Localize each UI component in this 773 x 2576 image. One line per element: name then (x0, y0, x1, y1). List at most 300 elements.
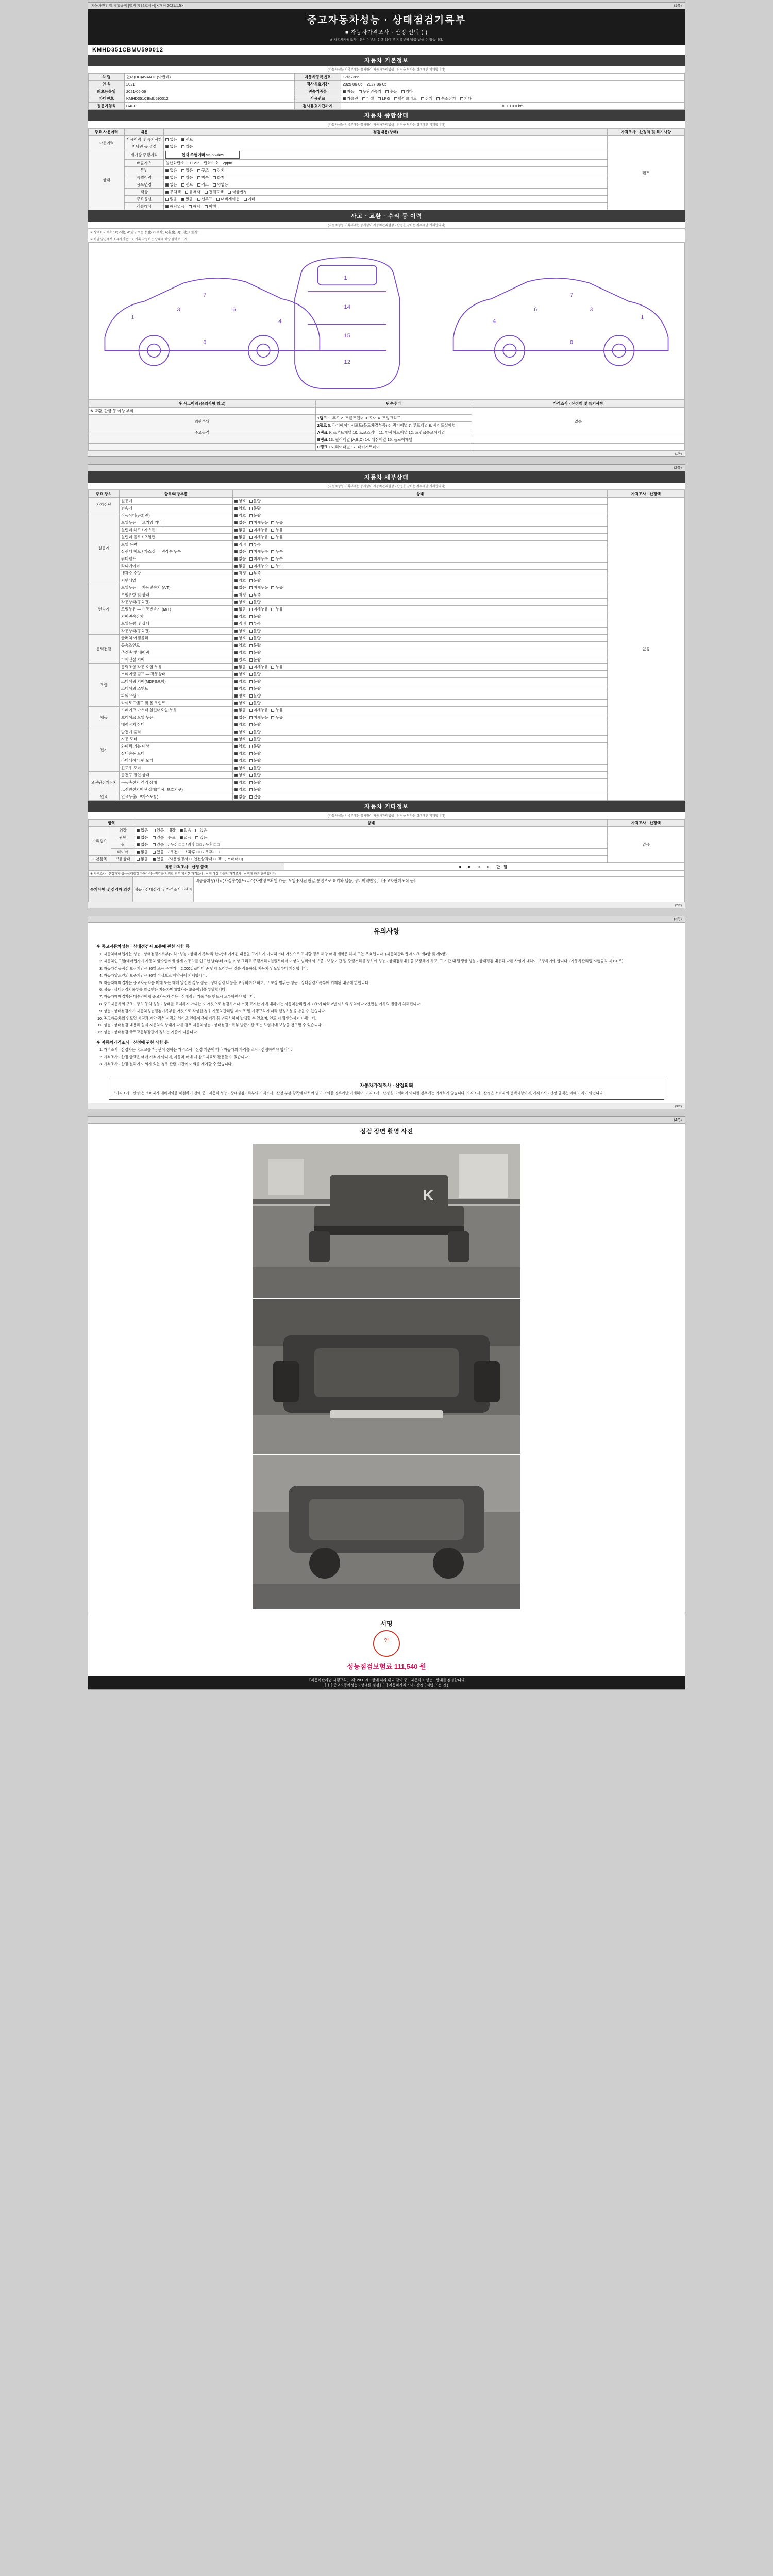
option-etc[interactable]: 기타 (244, 196, 256, 202)
fuel-electric[interactable]: 전기 (421, 96, 433, 101)
notice-item: 3. 가격조사 · 산정 결과에 이의가 있는 경우 관련 기관에 이의를 제기할 수 있습니다. (104, 1062, 677, 1067)
detail-option[interactable]: 미세누유 (249, 527, 268, 533)
label-vin: 차대번호 (89, 95, 125, 103)
detail-option[interactable]: 적정 (234, 570, 246, 576)
detail-option[interactable]: 없음 (234, 520, 246, 526)
detail-option[interactable]: 불량 (249, 657, 261, 663)
detail-option[interactable]: 양호 (234, 498, 246, 504)
detail-option[interactable]: 양호 (234, 722, 246, 727)
photo-section-title: 점검 장면 촬영 사진 (360, 1128, 413, 1136)
detail-item-label: 실린더 헤드 / 가스켓 — 냉각수 누수 (120, 548, 233, 555)
tuning-structure[interactable]: 구조 (197, 167, 209, 173)
detail-option[interactable]: 양호 (234, 693, 246, 699)
detail-option[interactable]: 불량 (249, 642, 261, 648)
table-row (89, 656, 685, 664)
detail-option[interactable]: 누수 (271, 556, 283, 562)
lien-none[interactable]: 없음 (165, 144, 177, 149)
roof-yes[interactable]: 있음 (195, 835, 207, 840)
option-sunroof[interactable]: 선루프 (197, 196, 213, 202)
detail-option[interactable]: 누유 (271, 585, 283, 590)
detail-option[interactable]: 누유 (271, 534, 283, 540)
label-valid-until: 검사유효기간까지 (295, 103, 341, 110)
detail-option[interactable]: 불량 (249, 700, 261, 706)
etc-col-1: 상태 (135, 820, 608, 827)
overall-group-usage: 사용이력 (89, 136, 125, 150)
detail-item-options (233, 541, 608, 548)
detail-item-options (233, 599, 608, 606)
detail-group-3: 동력전달 (89, 635, 120, 664)
detail-option[interactable]: 없음 (234, 606, 246, 612)
detail-option[interactable]: 양호 (234, 628, 246, 634)
detail-option[interactable]: 적정 (234, 541, 246, 547)
detail-group-2: 변속기 (89, 584, 120, 635)
recall-done[interactable]: 이행 (205, 204, 216, 209)
insurance-fee (88, 1660, 685, 1676)
sheet2-page-tag: (2쪽) (88, 902, 685, 908)
color-changed[interactable]: 색상변경 (228, 189, 247, 195)
detail-item-options (233, 498, 608, 505)
value-transmission (341, 88, 685, 95)
table-row (89, 750, 685, 757)
transmission-manual[interactable]: 수동 (385, 89, 397, 94)
detail-option[interactable]: 없음 (234, 534, 246, 540)
option-navigation[interactable]: 내비게이션 (216, 196, 239, 202)
detail-option[interactable]: 양호 (234, 700, 246, 706)
table-row (89, 779, 685, 786)
detail-option[interactable]: 양호 (234, 686, 246, 691)
detail-option[interactable]: 미세누수 (249, 563, 268, 569)
price-calc-table (88, 863, 685, 877)
disclaimer-title: 자동차가격조사 · 산정의뢰 (360, 1083, 413, 1089)
detail-item-label: 기어변속장치 (120, 613, 233, 620)
detail-option[interactable]: 양호 (234, 505, 246, 511)
value-inspection-period: 2025-06-06 ~ 2027-06-05 (341, 81, 685, 88)
accident-history-value: ※ 교환, 판금 등 이상 부위 (89, 408, 316, 415)
svg-text:7: 7 (203, 292, 207, 299)
table-row (89, 765, 685, 772)
detail-item-options (233, 534, 608, 541)
value-valid-until: 0 0 0 0 0 km (341, 103, 685, 110)
hc-value: 2ppm (223, 161, 232, 165)
detail-item-label: 오일누유 — 수동변속기 (M/T) (120, 606, 233, 613)
basic-none[interactable]: 없음 (137, 856, 148, 862)
tuning-none[interactable]: 없음 (165, 167, 177, 173)
polish-yes[interactable]: 있음 (153, 835, 164, 840)
detail-item-options (233, 642, 608, 649)
value-year: 2021 (125, 81, 295, 88)
svg-text:4: 4 (492, 318, 496, 325)
table-row (89, 786, 685, 793)
etc-row-1-sub: 광택 (111, 834, 135, 841)
detail-group-8: 연료 (89, 793, 120, 801)
int-yes[interactable]: 있음 (195, 827, 207, 833)
car-diagram (88, 242, 685, 400)
detail-group-7: 고전원전기장치 (89, 772, 120, 793)
detail-option[interactable]: 양호 (234, 729, 246, 735)
value-car-name: 현대(HD)AVANTE(아반떼) (125, 74, 295, 81)
detail-option[interactable]: 불량 (249, 513, 261, 518)
detail-option[interactable]: 불량 (249, 743, 261, 749)
table-row (89, 606, 685, 613)
detail-option[interactable]: 양호 (234, 679, 246, 684)
tire-yes[interactable]: 있음 (153, 849, 164, 855)
overall-group-state: 상태 (89, 150, 125, 210)
detail-option[interactable]: 불량 (249, 650, 261, 655)
detail-option[interactable]: 양호 (234, 787, 246, 792)
detail-item-options (233, 519, 608, 527)
usechange-business[interactable]: 영업용 (213, 182, 228, 188)
detail-option[interactable]: 미세누유 (249, 664, 268, 670)
detail-item-label: 타이로드엔드 및 볼 조인트 (120, 700, 233, 707)
table-row (89, 757, 685, 765)
detail-item-label: 작동상태(공회전) (120, 628, 233, 635)
option-none[interactable]: 없음 (165, 196, 177, 202)
fuel-gasoline[interactable]: 가솔린 (343, 96, 358, 101)
tire-positions: / 우전 □ □ / 좌후 □ □ / 우후 □ □ (168, 850, 220, 855)
detail-option[interactable]: 부족 (249, 592, 261, 598)
section-overall-title: 자동차 종합상태 (88, 110, 685, 121)
sheet2-ref (91, 465, 92, 470)
table-row (89, 700, 685, 707)
option-yes[interactable]: 있음 (181, 196, 193, 202)
detail-col-0: 주요 장치 (89, 490, 120, 498)
remarks-sub: 성능 · 상태점검 및 가격조사 · 산정 (132, 877, 194, 902)
value-first-reg: 2021-06-06 (125, 88, 295, 95)
detail-option[interactable]: 누수 (271, 549, 283, 554)
document-header (88, 9, 685, 45)
detail-option[interactable]: 없음 (234, 707, 246, 713)
ext-yes[interactable]: 있음 (153, 827, 164, 833)
frame-rank-label-3 (89, 444, 316, 451)
basic-items: (사용설명서 □, 안전삼각대 □, 잭 □, 스패너 □) (168, 857, 243, 862)
detail-item-options (233, 765, 608, 772)
page-number-4: (4쪽) (674, 1118, 682, 1123)
detail-option[interactable]: 양호 (234, 671, 246, 677)
etc-right-value: 없음 (608, 827, 685, 863)
usechange-lease[interactable]: 리스 (197, 182, 209, 188)
int-none[interactable]: 없음 (180, 827, 192, 833)
detail-item-label: 시동 모터 (120, 736, 233, 743)
detail-group-5: 제동 (89, 707, 120, 728)
detail-option[interactable]: 양호 (234, 772, 246, 778)
detail-item-label: 와이퍼 기능 이상 (120, 743, 233, 750)
tuning-device[interactable]: 장치 (213, 167, 225, 173)
etc-row-1-value (135, 834, 608, 841)
detail-item-options (233, 577, 608, 584)
detail-option[interactable]: 누유 (271, 664, 283, 670)
detail-option[interactable]: 누유 (271, 606, 283, 612)
detail-option[interactable]: 양호 (234, 736, 246, 742)
overall-row-3-value (164, 160, 608, 167)
table-row (89, 505, 685, 512)
overall-row-1-label: 저당권 등 설정 (125, 143, 164, 150)
roof-none[interactable]: 없음 (180, 835, 192, 840)
detail-option[interactable]: 양호 (234, 751, 246, 756)
etc-row-2-sub: 휠 (111, 841, 135, 849)
recall-na[interactable]: 해당없음 (165, 204, 184, 209)
recall-applicable[interactable]: 해당 (189, 204, 200, 209)
detail-option[interactable]: 불량 (249, 729, 261, 735)
basic-info-table (88, 73, 685, 110)
table-row (89, 498, 685, 505)
table-row (89, 721, 685, 728)
color-full-paint[interactable]: 전체도색 (205, 189, 224, 195)
transmission-cvt[interactable]: 무단변속기 (359, 89, 381, 94)
wheel-none[interactable]: 없음 (137, 842, 148, 848)
section-accident-title: 사고 · 교환 · 수리 등 이력 (88, 210, 685, 222)
detail-option[interactable]: 누유 (271, 715, 283, 720)
sheet3-topbar (88, 916, 685, 923)
table-row (89, 743, 685, 750)
detail-option[interactable]: 불량 (249, 614, 261, 619)
detail-item-options (233, 548, 608, 555)
detail-option[interactable]: 불량 (249, 628, 261, 634)
detail-item-label: 스티어링 기어(MDPS포함) (120, 678, 233, 685)
detail-option[interactable]: 적정 (234, 592, 246, 598)
table-row (89, 541, 685, 548)
detail-option[interactable]: 불량 (249, 772, 261, 778)
detail-item-options (233, 613, 608, 620)
detail-option[interactable]: 양호 (234, 578, 246, 583)
notice-item: 9. 성능 · 상태점검자가 자동차성능점검기록부를 거짓으로 작성한 경우 자동차관리법 제58조 및 시행규칙에 따라 행정처분을 받을 수 있습니다. (104, 1009, 677, 1014)
frame-rank2: B랭크 13. 필러패널 (A,B,C) 14. 대쉬패널 15. 플로어패널 (315, 436, 472, 444)
etc-col-0: 항목 (89, 820, 135, 827)
detail-option[interactable]: 불량 (249, 498, 261, 504)
detail-option[interactable]: 불량 (249, 693, 261, 699)
etc-row-0-r: 내장 (168, 828, 176, 833)
detail-item-label: 브레이크 오일 누유 (120, 714, 233, 721)
detail-item-options (233, 563, 608, 570)
etc-group-repair: 수리필요 (89, 827, 111, 856)
detail-option[interactable]: 없음 (234, 664, 246, 670)
detail-option[interactable]: 미세누유 (249, 585, 268, 590)
vin-line (88, 45, 685, 55)
detail-option[interactable]: 없음 (234, 563, 246, 569)
wheel-yes[interactable]: 있음 (153, 842, 164, 848)
special-fire[interactable]: 화재 (213, 175, 225, 180)
detail-option[interactable]: 양호 (234, 513, 246, 518)
photo-lift-front (253, 1144, 520, 1298)
usage-rent[interactable]: 렌트 (181, 137, 193, 142)
lien-yes[interactable]: 있음 (181, 144, 193, 149)
usechange-none[interactable]: 없음 (165, 182, 177, 188)
detail-item-options (233, 721, 608, 728)
detail-option[interactable]: 미세누유 (249, 707, 268, 713)
special-flood[interactable]: 침수 (197, 175, 209, 180)
detail-option[interactable]: 불량 (249, 671, 261, 677)
notice-item: 12. 성능 · 상태점검 국토교통부장관이 정하는 기준에 따릅니다. (104, 1030, 677, 1036)
svg-text:8: 8 (569, 339, 574, 346)
detail-option[interactable]: 불량 (249, 758, 261, 764)
fuel-hydrogen[interactable]: 수소전기 (436, 96, 456, 101)
usage-none[interactable]: 없음 (165, 137, 177, 142)
detail-option[interactable]: 양호 (234, 758, 246, 764)
detail-option[interactable]: 누유 (271, 527, 283, 533)
photo-engine-bay (253, 1455, 520, 1609)
page-number-2: (2쪽) (674, 466, 682, 470)
detail-option[interactable]: 미세누수 (249, 549, 268, 554)
table-row (89, 685, 685, 692)
detail-option[interactable]: 불량 (249, 765, 261, 771)
detail-item-label: 브레이크 마스터 실린더오일 누유 (120, 707, 233, 714)
section-basic-title: 자동차 기본정보 (88, 55, 685, 66)
detail-option[interactable]: 미세누유 (249, 715, 268, 720)
overall-row-6-label: 용도변경 (125, 181, 164, 189)
detail-col-2: 상태 (233, 490, 608, 498)
detail-body (89, 498, 685, 801)
detail-option[interactable]: 불량 (249, 686, 261, 691)
sheet1-page-tag: (1쪽) (88, 451, 685, 456)
detail-option[interactable]: 누유 (271, 707, 283, 713)
notice-title: 유의사항 (373, 927, 400, 936)
tire-none[interactable]: 없음 (137, 849, 148, 855)
detail-option[interactable]: 불량 (249, 779, 261, 785)
detail-option[interactable]: 불량 (249, 679, 261, 684)
co-value: 0.12% (188, 161, 199, 165)
ext-none[interactable]: 없음 (137, 827, 148, 833)
accident-history-label: ※ 사고이력 (유의사항 참고) (89, 400, 316, 408)
table-row (89, 563, 685, 570)
svg-text:6: 6 (533, 307, 537, 313)
overall-col-1: 내용 (125, 129, 164, 136)
detail-option[interactable]: 미세누유 (249, 520, 268, 526)
detail-option[interactable]: 양호 (234, 599, 246, 605)
detail-option[interactable]: 없음 (234, 527, 246, 533)
detail-option[interactable]: 누유 (271, 520, 283, 526)
tuning-yes[interactable]: 있음 (181, 167, 193, 173)
detail-option[interactable]: 양호 (234, 635, 246, 641)
detail-option[interactable]: 없음 (234, 556, 246, 562)
detail-item-label: 변속기 (120, 505, 233, 512)
detail-item-label: 동력조향 작동 오일 누유 (120, 664, 233, 671)
fuel-hybrid[interactable]: 하이브리드 (394, 96, 417, 101)
svg-text:6: 6 (232, 307, 236, 313)
svg-text:7: 7 (569, 292, 574, 299)
detail-item-options (233, 628, 608, 635)
detail-item-label: 고전원전기배선 상태(피복, 보호기구) (120, 786, 233, 793)
detail-option[interactable]: 불량 (249, 736, 261, 742)
detail-option[interactable]: 불량 (249, 722, 261, 727)
label-plate: 자동차등록번호 (295, 74, 341, 81)
detail-option[interactable]: 미세누유 (249, 534, 268, 540)
price-calc-unit: 0 0 0 0 만원 (284, 863, 685, 871)
detail-item-label: 파워크랭크 (120, 692, 233, 700)
detail-option[interactable]: 양호 (234, 765, 246, 771)
detail-option[interactable]: 없음 (234, 585, 246, 590)
accident-right-blank-2 (472, 444, 684, 451)
usechange-rent[interactable]: 렌트 (181, 182, 193, 188)
fuel-lpg[interactable]: LPG (378, 96, 390, 101)
svg-text:K: K (423, 1187, 434, 1205)
detail-item-options (233, 743, 608, 750)
detail-option[interactable]: 미세누수 (249, 556, 268, 562)
detail-option[interactable]: 양호 (234, 642, 246, 648)
detail-option[interactable]: 부족 (249, 621, 261, 626)
detail-option[interactable]: 미세누유 (249, 606, 268, 612)
detail-option[interactable]: 불량 (249, 578, 261, 583)
detail-item-options (233, 678, 608, 685)
color-chromatic[interactable]: 유채색 (185, 189, 200, 195)
detail-option[interactable]: 불량 (249, 787, 261, 792)
detail-option[interactable]: 양호 (234, 743, 246, 749)
price-calc-sub: ※ 가격조사 · 산정자가 성능상태점검 자동차성능점검을 의뢰할 경우 제시한 가격조사 · 산정 대상 차량의 가격조사 · 산정에 따른 금액입니다. (89, 871, 685, 877)
detail-item-options (233, 555, 608, 563)
page-title: 중고자동차성능 · 상태점검기록부 (307, 15, 466, 26)
disclaimer-box (109, 1079, 664, 1100)
transmission-other[interactable]: 기타 (401, 89, 413, 94)
photo-gallery (88, 1139, 685, 1615)
photo-underbody-svg (253, 1299, 520, 1454)
detail-item-options (233, 620, 608, 628)
overall-row-0-label: 사용이력 및 특기사항 (125, 136, 164, 143)
sheet1-topbar (88, 3, 685, 9)
detail-option[interactable]: 불량 (249, 635, 261, 641)
svg-text:1: 1 (131, 314, 135, 321)
table-row (89, 512, 685, 519)
detail-option[interactable]: 양호 (234, 650, 246, 655)
document-footer (88, 1676, 685, 1689)
fuel-other[interactable]: 기타 (460, 96, 472, 101)
overall-right-note: 렌트 (608, 136, 685, 210)
page-header-note: ※ 자동차가격조사 · 산정 여부의 선택 없이 본 기록부를 발급 받을 수 있습니다. (330, 38, 443, 42)
table-row (89, 527, 685, 534)
detail-option[interactable]: 불량 (249, 599, 261, 605)
detail-option[interactable]: 양호 (234, 779, 246, 785)
detail-option[interactable]: 적정 (234, 621, 246, 626)
detail-item-options (233, 606, 608, 613)
color-achromatic[interactable]: 무채색 (165, 189, 181, 195)
overall-col-2: 점검내용(상태) (164, 129, 608, 136)
detail-item-options (233, 570, 608, 577)
detail-option[interactable]: 불량 (249, 505, 261, 511)
table-row (89, 613, 685, 620)
detail-option[interactable]: 부족 (249, 570, 261, 576)
detail-option[interactable]: 양호 (234, 614, 246, 619)
detail-option[interactable]: 불량 (249, 751, 261, 756)
detail-item-label: 오일누유 — 자동변속기 (A/T) (120, 584, 233, 591)
detail-option[interactable]: 부족 (249, 541, 261, 547)
svg-text:8: 8 (203, 339, 207, 346)
detail-option[interactable]: 없음 (234, 794, 246, 800)
accident-right-value: 없음 (472, 408, 684, 436)
detail-option[interactable]: 누수 (271, 563, 283, 569)
detail-item-label: 충전구 절연 상태 (120, 772, 233, 779)
basic-yes[interactable]: 있음 (153, 856, 164, 862)
fuel-diesel[interactable]: 디젤 (362, 96, 374, 101)
overall-row-4-label: 튜닝 (125, 167, 164, 174)
special-yes[interactable]: 있음 (181, 175, 193, 180)
table-row (89, 728, 685, 736)
detail-option[interactable]: 없음 (234, 715, 246, 720)
detail-option[interactable]: 양호 (234, 657, 246, 663)
detail-option[interactable]: 없음 (234, 549, 246, 554)
signature-title: 서명 (88, 1615, 685, 1630)
overall-row-8-value (164, 196, 608, 203)
sheet2-topbar (88, 465, 685, 471)
polish-none[interactable]: 없음 (137, 835, 148, 840)
table-row (89, 671, 685, 678)
hc-label: 탄화수소 (204, 161, 219, 165)
transmission-auto[interactable]: 자동 (343, 89, 355, 94)
co-label: 일산화탄소 (165, 161, 184, 165)
value-engine-type: G4FP (125, 103, 295, 110)
sheet4-ref (91, 1117, 92, 1123)
special-none[interactable]: 없음 (165, 175, 177, 180)
detail-item-label: 구동축전지 격리 상태 (120, 779, 233, 786)
notice-sec1-title: ※ 중고자동차성능 · 상태점검자 보증에 관한 사항 등 (96, 944, 190, 950)
label-first-reg: 최초등록일 (89, 88, 125, 95)
detail-option[interactable]: 있음 (249, 794, 261, 800)
